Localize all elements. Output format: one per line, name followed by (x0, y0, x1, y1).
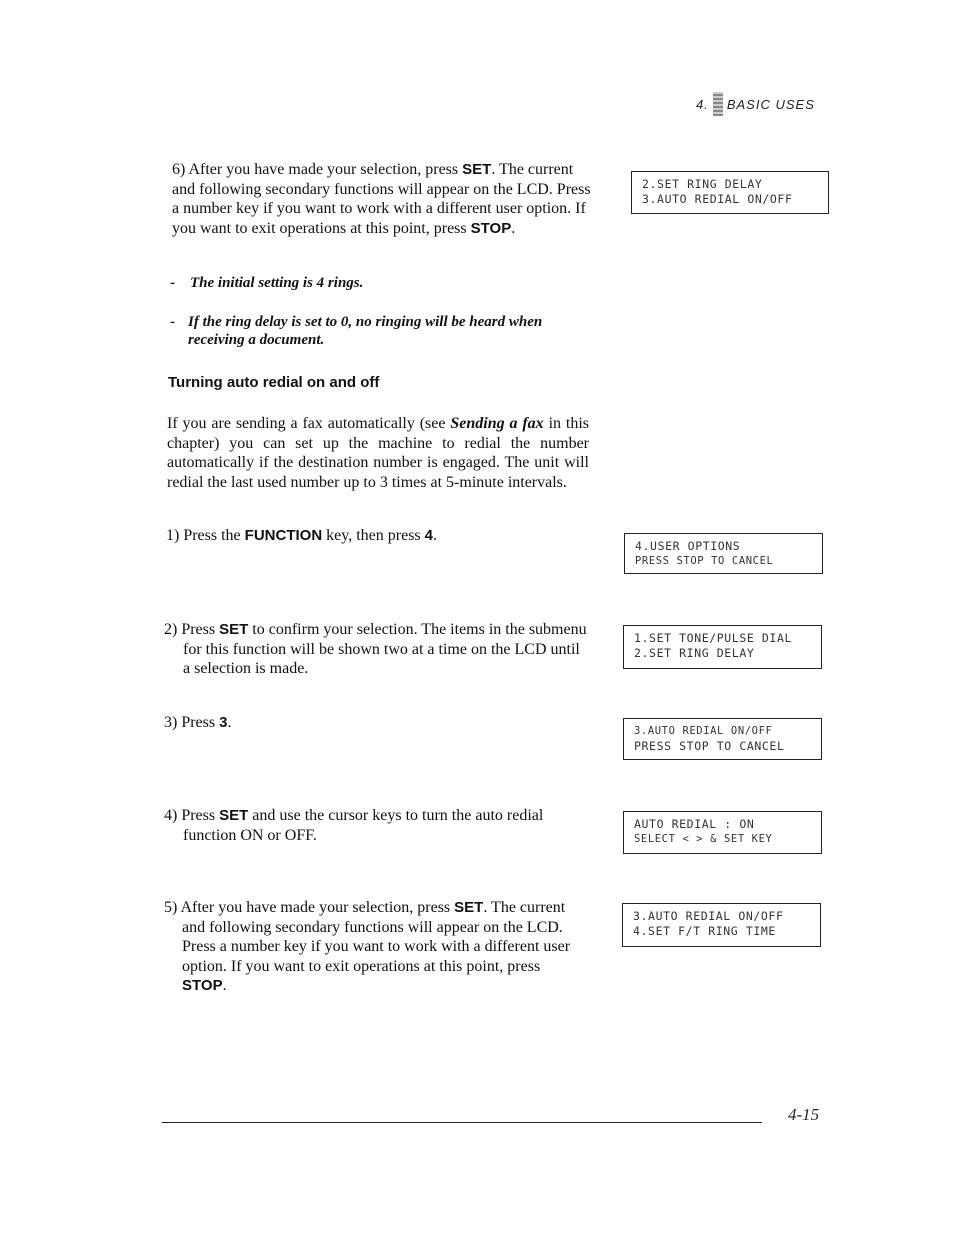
page-number: 4-15 (788, 1105, 820, 1124)
lcd-display-1: 2.SET RING DELAY 3.AUTO REDIAL ON/OFF (631, 171, 829, 214)
stop-key-label: STOP (470, 219, 512, 237)
chapter-tab-marker (713, 92, 723, 116)
cross-reference: Sending a fax (450, 415, 544, 432)
step-5: 5) After you have made your selection, press SET. The current and following secondary functions will appear on the LCD. Press a number key if you want to work with a different user option. If you want to exit operations at this point, press STOP. (164, 899, 571, 994)
step-3: 3) Press 3. (164, 714, 232, 731)
chapter-title: BASIC USES (726, 96, 815, 112)
footer-rule (162, 1122, 762, 1123)
note-ring-delay-zero: - If the ring delay is set to 0, no ringing will be heard when receiving a document. (170, 314, 543, 348)
lcd-display-5: AUTO REDIAL : ON SELECT < > & SET KEY (623, 811, 822, 854)
set-key-label: SET (462, 161, 492, 178)
step-6-paragraph: 6) After you have made your selection, press SET. The current and following secondary functions will appear on the LCD. Press a number key if you want to work with a different user option. If you want to exit operations at this point, press STOP. (172, 161, 591, 237)
chapter-header (696, 92, 836, 116)
section-intro: If you are sending a fax automatically (see Sending a fax in this chapter) you can set up the machine to redial the number automatically if the destination number is engaged. The unit will redial the last used number up to 3 times at 5-minute intervals. (167, 415, 590, 491)
step-2: 2) Press SET to confirm your selection. The items in the submenu for this function will be shown two at a time on the LCD until a selection is made. (164, 621, 587, 677)
lcd-display-4: 3.AUTO REDIAL ON/OFF PRESS STOP TO CANCEL (623, 718, 822, 760)
step-4: 4) Press SET and use the cursor keys to turn the auto redial function ON or OFF. (164, 807, 544, 844)
lcd-display-3: 1.SET TONE/PULSE DIAL 2.SET RING DELAY (623, 625, 822, 669)
lcd-display-2: 4.USER OPTIONS PRESS STOP TO CANCEL (624, 533, 823, 574)
step-1: 1) Press the FUNCTION key, then press 4. (166, 527, 437, 544)
section-heading: Turning auto redial on and off (168, 374, 380, 391)
note-initial-setting: - The initial setting is 4 rings. (170, 275, 364, 291)
lcd-display-6: 3.AUTO REDIAL ON/OFF 4.SET F/T RING TIME (622, 903, 821, 947)
chapter-number: 4. (696, 96, 709, 112)
